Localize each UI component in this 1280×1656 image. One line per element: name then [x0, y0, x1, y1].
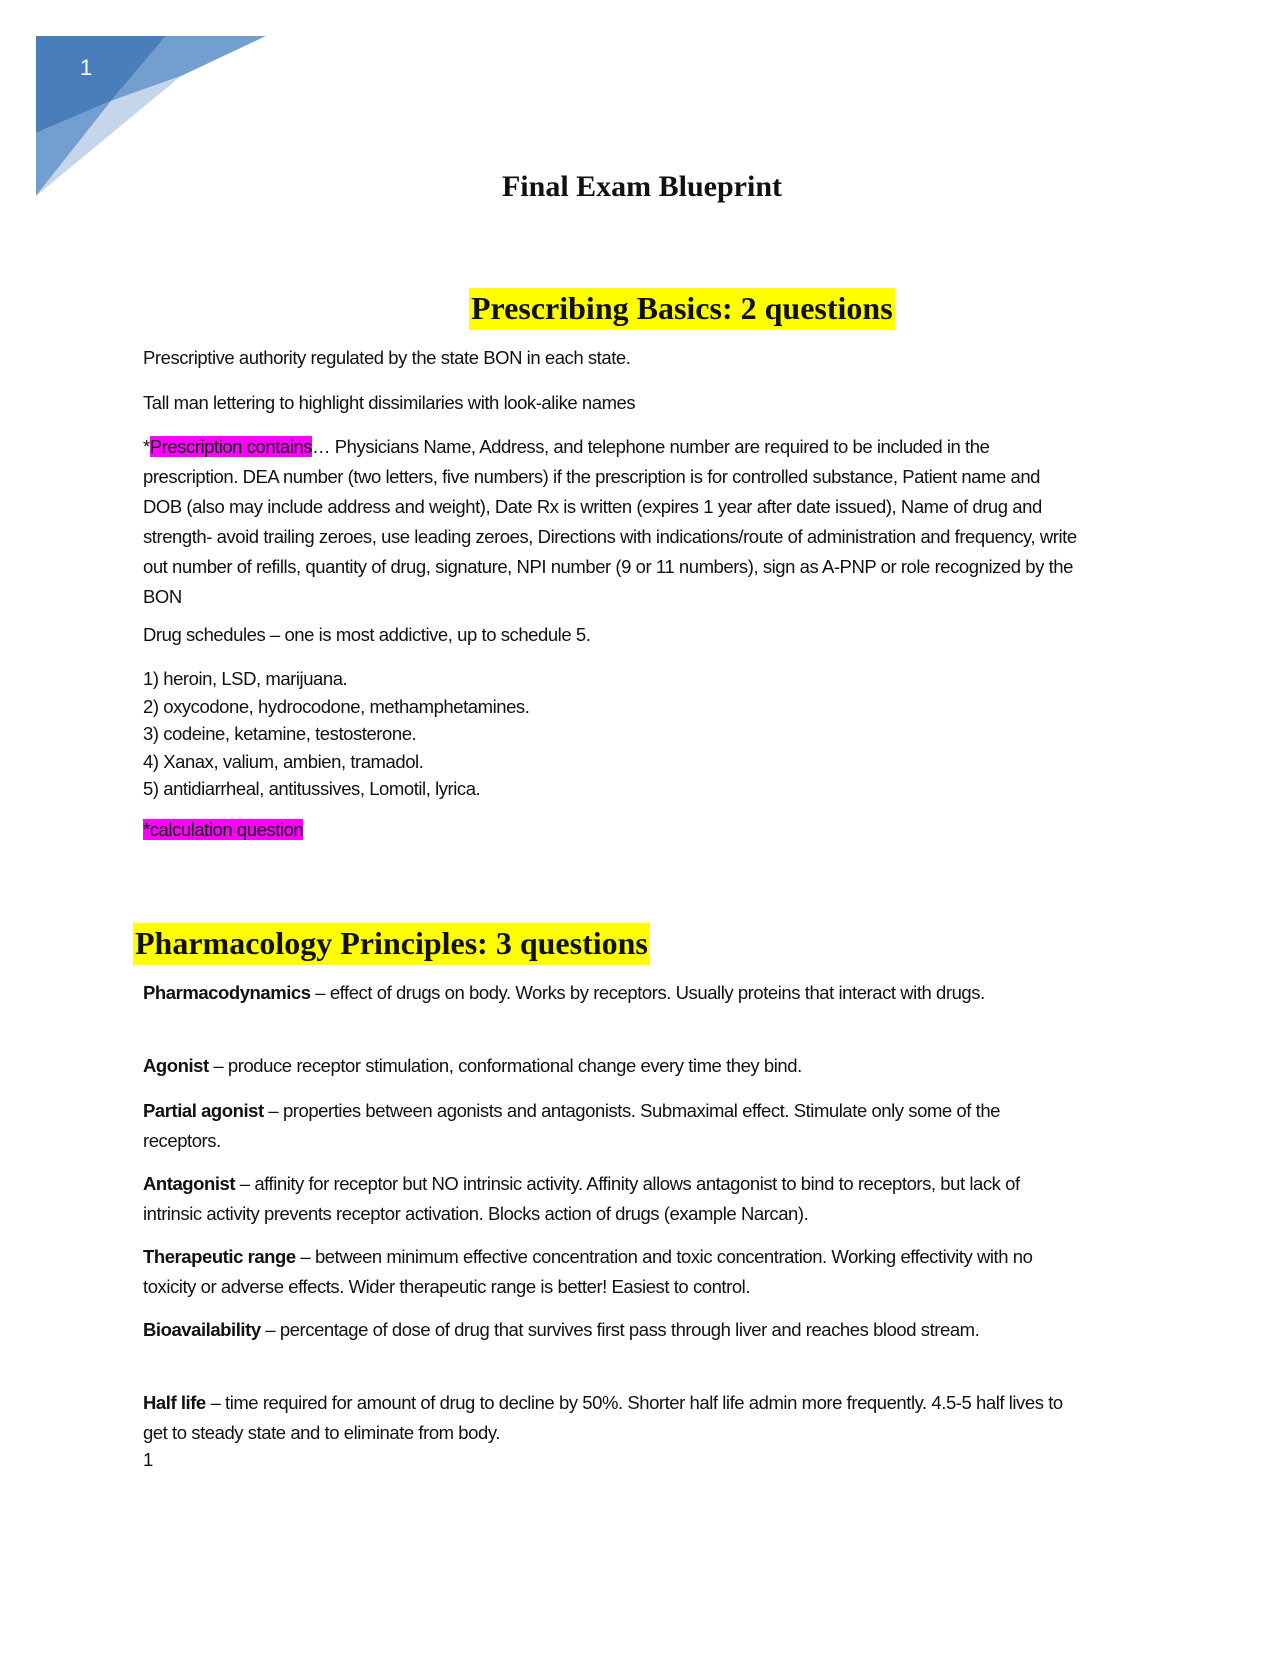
prescription-paragraph: *Prescription contains… Physicians Name, Address, and telephone number are required to be included in the prescription. DEA number (two letters, five numbers) if the prescription is for controlled substance, Patient name and DOB (also may include address and weight), Date Rx is written (expires 1 year after date issued), Name of drug and strength- avoid trailing zeroes, use leading zeroes, Directions with indications/route of administration and frequency, write out number of refills, quantity of drug, signature, NPI number (9 or 11 numbers), sign as A-PNP or role recognized by the BON: [143, 436, 1077, 607]
term-paragraph: Agonist – produce receptor stimulation, conformational change every time they bind.: [143, 1055, 802, 1076]
term-paragraph: Therapeutic range – between minimum effective concentration and toxic concentration. Working effectivity with no toxicity or adverse effects. Wider therapeutic range is better! Easiest to control.: [143, 1246, 1033, 1297]
list-item: 3) codeine, ketamine, testosterone.: [143, 723, 417, 744]
term-paragraph: Antagonist – affinity for receptor but NO intrinsic activity. Affinity allows antagonist to bind to receptors, but lack of intrinsic activity prevents receptor activation. Blocks action of drugs (example Narcan).: [143, 1173, 1020, 1224]
list-item: 4) Xanax, valium, ambien, tramadol.: [143, 750, 424, 772]
paragraph: Tall man lettering to highlight dissimilaries with look-alike names: [143, 392, 636, 413]
paragraph: Prescriptive authority regulated by the state BON in each state.: [143, 347, 631, 368]
document-title: Final Exam Blueprint: [501, 170, 783, 203]
term-paragraph: Half life – time required for amount of drug to decline by 50%. Shorter half life admin more frequently. 4.5-5 half lives to get to steady state and to eliminate from body.: [143, 1392, 1063, 1443]
list-item: 1) heroin, LSD, marijuana.: [143, 668, 348, 689]
list-item: 2) oxycodone, hydrocodone, methamphetamines.: [143, 695, 530, 717]
header-page-number: 1: [80, 55, 93, 80]
paragraph: Drug schedules – one is most addictive, up to schedule 5.: [143, 624, 591, 645]
list-item: 5) antidiarrheal, antitussives, Lomotil, lyrica.: [143, 778, 481, 799]
term-paragraph: Partial agonist – properties between agonists and antagonists. Submaximal effect. Stimulate only some of the receptors.: [143, 1100, 1001, 1151]
calculation-note: *calculation question: [143, 819, 304, 840]
term-paragraph: Bioavailability – percentage of dose of drug that survives first pass through liver and reaches blood stream.: [143, 1319, 980, 1340]
section-heading-pharmacology: Pharmacology Principles: 3 questions: [133, 923, 650, 965]
section-heading-prescribing: Prescribing Basics: 2 questions: [469, 288, 895, 330]
schedule-list: [143, 665, 1078, 803]
term-paragraph: Pharmacodynamics – effect of drugs on body. Works by receptors. Usually proteins that interact with drugs.: [143, 982, 985, 1003]
highlight: Prescription contains: [149, 436, 313, 457]
footer-page-number: 1: [143, 1449, 153, 1470]
